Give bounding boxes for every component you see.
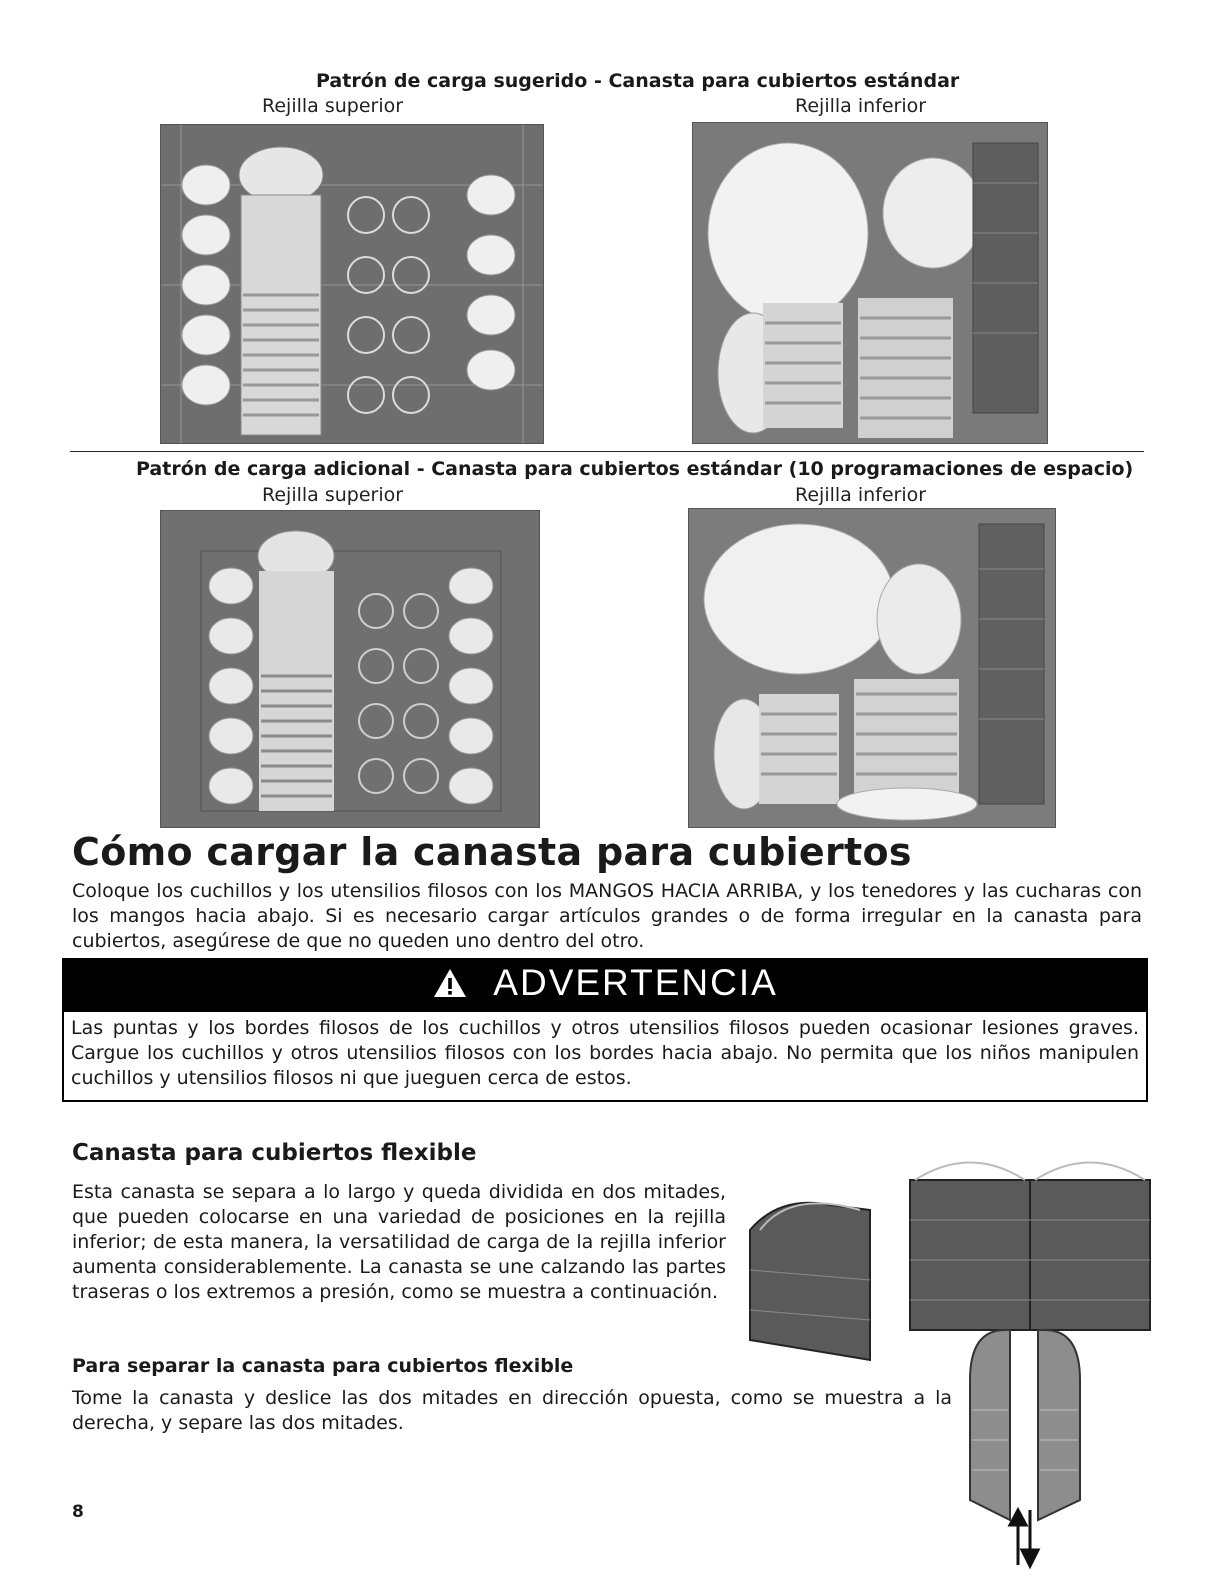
pattern1-title: Patrón de carga sugerido - Canasta para cubiertos estándar (316, 70, 960, 92)
pattern1-lower-label: Rejilla inferior (795, 95, 927, 117)
warning-title: ADVERTENCIA (493, 962, 778, 1003)
warning-header-bar (62, 958, 1148, 1010)
pattern2-lower-label: Rejilla inferior (795, 484, 927, 506)
slide-arrows-icon (1010, 1510, 1038, 1566)
lower-rack-photo-2 (688, 508, 1056, 828)
upper-rack-photo-1 (160, 124, 544, 444)
flex-basket-body: Esta canasta se separa a lo largo y queda dividida en dos mitades, que pueden colocarse en una variedad de posiciones en la rejilla inferior; de esta manera, la versatilidad de carga de la rejilla inferior aumenta considerablemente. La canasta se une calzando las partes traseras o los extremos a presión, como se muestra a continuación. (72, 1181, 726, 1303)
warning-text: Las puntas y los bordes filosos de los cuchillos y otros utensilios filosos pueden ocasionar lesiones graves. Cargue los cuchillos y otros utensilios filosos con los bordes hacia abajo. No permita que los niños manipulen cuchillos y utensilios filosos ni que jueguen cerca de estos. (71, 1017, 1139, 1089)
page-title: Cómo cargar la canasta para cubiertos (72, 830, 912, 874)
flex-basket-heading: Canasta para cubiertos flexible (72, 1140, 477, 1166)
basket-separated-illustration (950, 1320, 1100, 1570)
separate-basket-body: Tome la canasta y deslice las dos mitades en dirección opuesta, como se muestra a la derecha, y separe las dos mitades. (72, 1387, 952, 1434)
pattern1-upper-label: Rejilla superior (262, 95, 404, 117)
lower-rack-photo-1 (692, 122, 1048, 444)
upper-rack-photo-2 (160, 510, 540, 828)
separate-basket-heading: Para separar la canasta para cubiertos flexible (72, 1355, 574, 1377)
pattern2-upper-label: Rejilla superior (262, 484, 404, 506)
warning-triangle-icon (432, 967, 468, 999)
section-body-text: Coloque los cuchillos y los utensilios filosos con los MANGOS HACIA ARRIBA, y los tenedores y las cucharas con los mangos hacia abajo. Si es necesario cargar artículos grandes o de forma irregular en la canasta para cubiertos, asegúrese de que no queden uno dentro del otro. (72, 880, 1142, 952)
page-number: 8 (72, 1502, 84, 1522)
warning-box (62, 1010, 1148, 1102)
pattern2-title: Patrón de carga adicional - Canasta para cubiertos estándar (10 programaciones de espacio) (136, 458, 1134, 480)
section-divider (70, 451, 1144, 452)
